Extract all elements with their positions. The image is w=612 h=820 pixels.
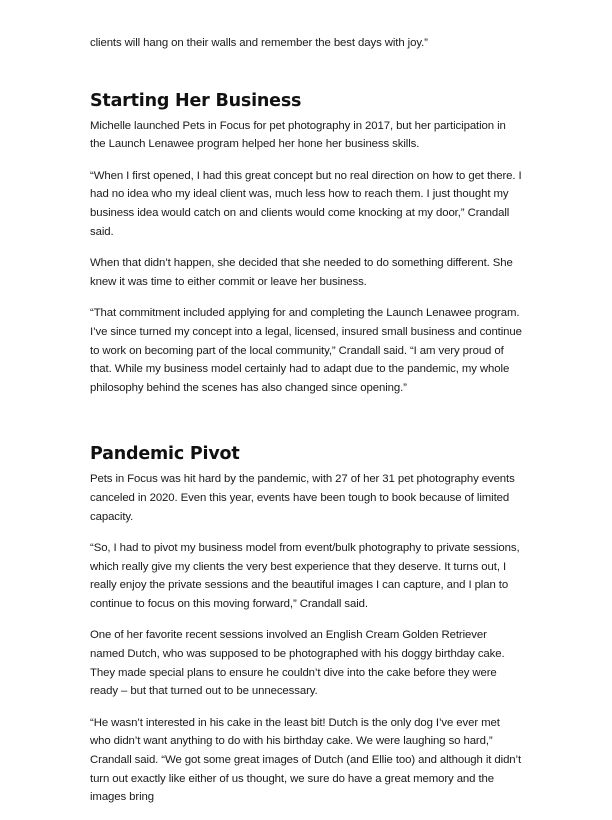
paragraph: “So, I had to pivot my business model from event/bulk photography to private sessions, which really give my clients the very best experience that they deserve. It turns out, I really enjoy the private sessions and the beautiful images I can capture, and I plan to continue to focus on this moving forward,” Crandall said. — [90, 542, 520, 610]
paragraph: Pets in Focus was hit hard by the pandemic, with 27 of her 31 pet photography events canceled in 2020. Even this year, events have been tough to book because of limited capacity. — [90, 473, 515, 523]
document-page — [90, 34, 523, 820]
intro-paragraph: clients will hang on their walls and remember the best days with joy.” — [90, 37, 428, 49]
paragraph: “When I first opened, I had this great concept but no real direction on how to get there. I had no idea who my ideal client was, much less how to reach them. I just thought my business idea would catch on and clients would come knocking at my door,” Crandall said. — [90, 169, 522, 238]
paragraph: “That commitment included applying for and completing the Launch Lenawee program. I’ve since turned my concept into a legal, licensed, insured small business and continue to work on becoming part of the local community,” Crandall said. “I am very proud of that. While my business model certainly had to adapt due to the pandemic, my whole philosophy behind the scenes has also changed since opening.” — [90, 307, 522, 394]
paragraph: “He wasn’t interested in his cake in the least bit! Dutch is the only dog I’ve ever met who didn’t want anything to do with his birthday cake. We were laughing so hard,” Crandall said. “We got some great images of Dutch (and Ellie too) and although it didn’t turn out exactly like either of us thought, we sure do have a great memory and the images bring — [90, 716, 522, 804]
section-heading-pandemic-pivot: Pandemic Pivot — [90, 444, 240, 465]
paragraph: When that didn’t happen, she decided that she needed to do something different. She knew it was time to either commit or leave her business. — [90, 257, 513, 288]
section-heading-starting-her-business: Starting Her Business — [90, 90, 302, 111]
paragraph: One of her favorite recent sessions involved an English Cream Golden Retriever named Dutch, who was supposed to be photographed with his doggy birthday cake. They made special plans to ensure he couldn’t dive into the cake before they were ready – but that turned out to be unnecessary. — [90, 629, 505, 698]
paragraph: Michelle launched Pets in Focus for pet photography in 2017, but her participation in the Launch Lenawee program helped her hone her business skills. — [90, 119, 506, 151]
